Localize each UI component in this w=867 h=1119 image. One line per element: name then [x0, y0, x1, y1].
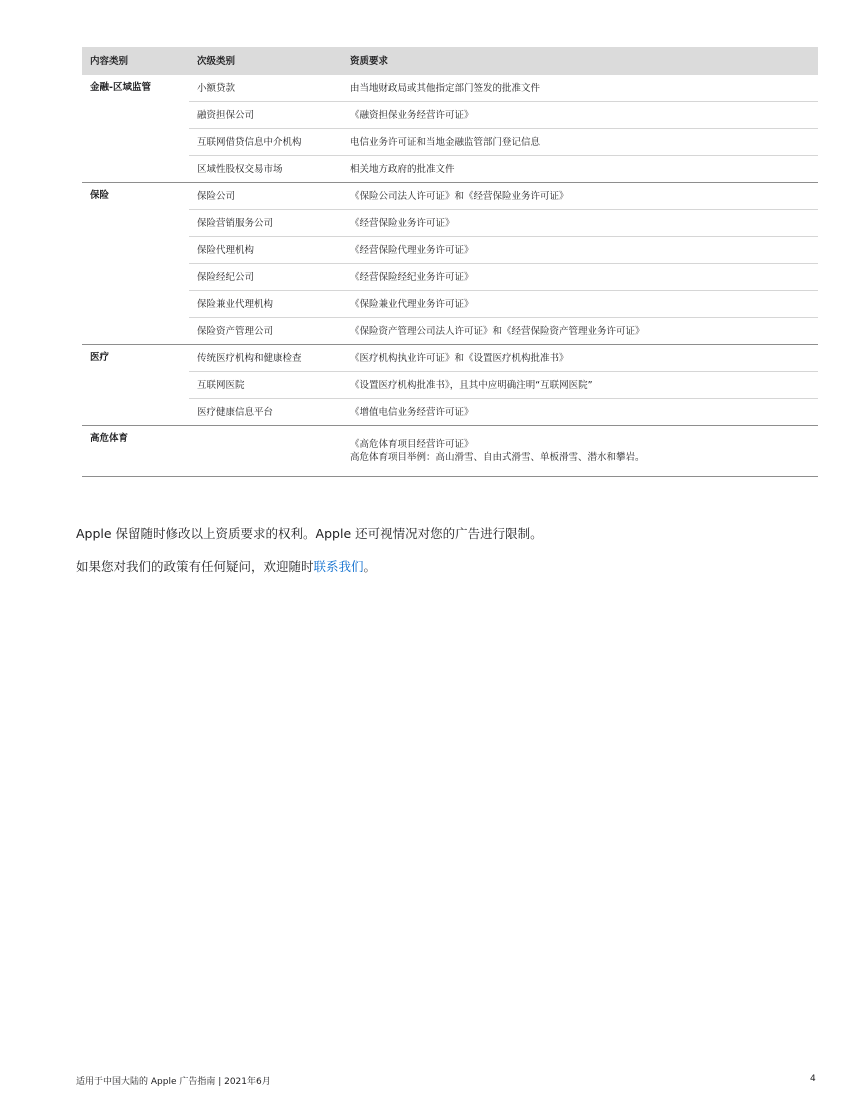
contact-note: [76, 557, 376, 575]
footer-title: 适用于中国大陆的 Apple 广告指南 | 2021年6月: [76, 1077, 271, 1087]
table-row: [82, 156, 818, 183]
subcategory-cell: 融资担保公司: [189, 102, 342, 129]
requirement-cell: 《经营保险业务许可证》: [342, 210, 818, 237]
table-row: [82, 264, 818, 291]
table-row: [82, 291, 818, 318]
table-row: [82, 399, 818, 426]
requirement-cell: 由当地财政局或其他指定部门签发的批准文件: [350, 82, 541, 94]
table-row: [82, 210, 818, 237]
qualification-table: [82, 47, 818, 477]
subcategory-cell: 医疗健康信息平台: [189, 399, 342, 426]
table-row: [82, 345, 818, 372]
subcategory-cell: 小额贷款: [197, 82, 236, 94]
requirement-cell: 《医疗机构执业许可证》和《设置医疗机构批准书》: [342, 345, 818, 372]
table-row: [82, 129, 818, 156]
policy-note: Apple 保留随时修改以上资质要求的权利。Apple 还可视情况对您的广告进行限制。: [76, 526, 543, 541]
table-row: [82, 237, 818, 264]
subcategory-cell: 传统医疗机构和健康检查: [189, 345, 342, 372]
header-qualification: 资质要求: [342, 47, 818, 75]
subcategory-cell: 保险兼业代理机构: [189, 291, 342, 318]
subcategory-cell: 保险营销服务公司: [189, 210, 342, 237]
requirement-cell: 《设置医疗机构批准书》，且其中应明确注明“互联网医院”: [342, 372, 818, 399]
table-row: [82, 75, 818, 102]
subcategory-cell: 保险经纪公司: [189, 264, 342, 291]
table-row: [82, 183, 818, 210]
requirement-cell: 电信业务许可证和当地金融监管部门登记信息: [342, 129, 818, 156]
requirement-cell: [342, 426, 818, 477]
subcategory-cell: 互联网医院: [189, 372, 342, 399]
requirement-cell: 《保险资产管理公司法人许可证》和《经营保险资产管理业务许可证》: [342, 318, 818, 345]
table-row: [82, 372, 818, 399]
contact-us-link[interactable]: 联系我们: [313, 559, 364, 574]
requirement-cell: 《保险兼业代理业务许可证》: [342, 291, 818, 318]
subcategory-cell: 互联网借贷信息中介机构: [189, 129, 342, 156]
contact-note-end: 。: [363, 559, 377, 574]
category-cell: 金融-区域监管: [90, 82, 151, 93]
table-row: [82, 102, 818, 129]
subcategory-cell: 保险公司: [189, 183, 342, 210]
category-cell: 高危体育: [82, 426, 189, 477]
subcategory-cell: 保险资产管理公司: [189, 318, 342, 345]
requirement-cell: 《融资担保业务经营许可证》: [342, 102, 818, 129]
table-row: [82, 318, 818, 345]
category-cell: 保险: [82, 183, 189, 345]
category-cell: 医疗: [82, 345, 189, 426]
requirement-cell: 《保险公司法人许可证》和《经营保险业务许可证》: [342, 183, 818, 210]
requirement-cell: 相关地方政府的批准文件: [342, 156, 818, 183]
subcategory-cell: [189, 426, 342, 477]
table-row: [82, 426, 818, 477]
requirement-cell: 《增值电信业务经营许可证》: [342, 399, 818, 426]
table-header-row: [82, 47, 818, 75]
requirement-example: 高危体育项目举例：高山滑雪、自由式滑雪、单板滑雪、潜水和攀岩。: [350, 452, 645, 463]
requirement-cell: 《经营保险代理业务许可证》: [342, 237, 818, 264]
subcategory-cell: 区域性股权交易市场: [189, 156, 342, 183]
subcategory-cell: 保险代理机构: [189, 237, 342, 264]
page-number: 4: [810, 1074, 816, 1084]
header-content-category: 内容类别: [82, 47, 189, 75]
contact-note-text: 如果您对我们的政策有任何疑问，欢迎随时: [76, 559, 314, 574]
requirement-cell: 《经营保险经纪业务许可证》: [342, 264, 818, 291]
requirement-line: 《高危体育项目经营许可证》: [350, 439, 474, 450]
header-subcategory: 次级类别: [189, 47, 342, 75]
